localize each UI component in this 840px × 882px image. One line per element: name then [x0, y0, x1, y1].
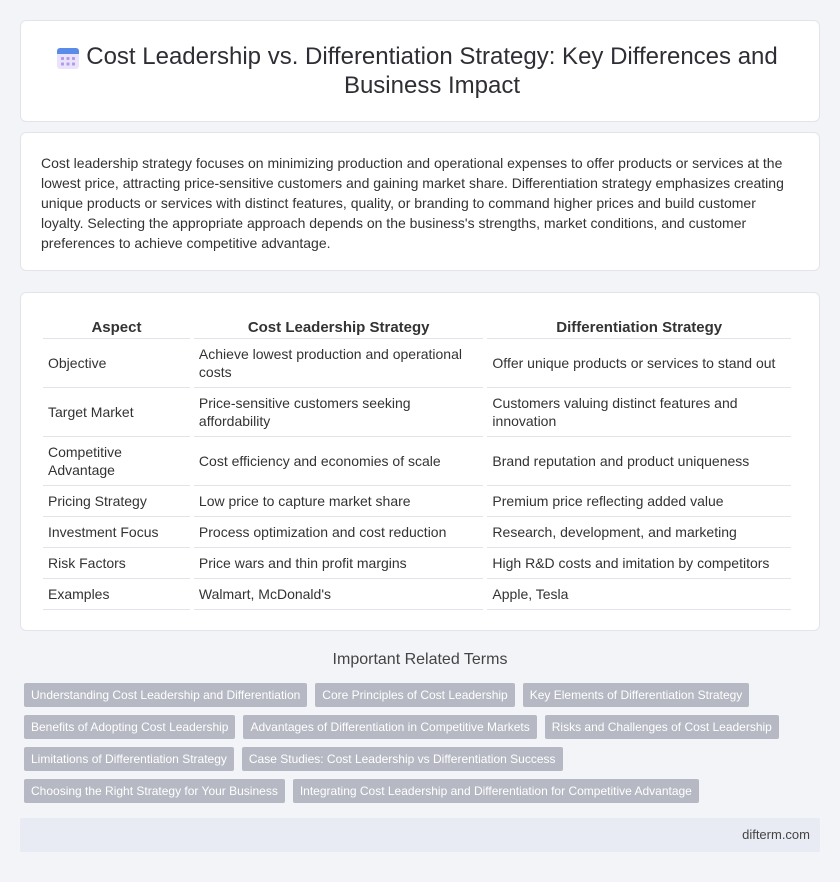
related-term-tag[interactable]: Advantages of Differentiation in Competitive Markets — [243, 715, 536, 739]
table-cell: Walmart, McDonald's — [194, 579, 484, 610]
table-cell: Competitive Advantage — [43, 437, 190, 486]
related-term-tag[interactable]: Understanding Cost Leadership and Differentiation — [24, 683, 307, 707]
table-cell: Risk Factors — [43, 548, 190, 579]
table-cell: Price-sensitive customers seeking affordability — [194, 388, 484, 437]
footer — [20, 818, 820, 852]
table-cell: Customers valuing distinct features and innovation — [487, 388, 791, 437]
related-term-tag[interactable]: Case Studies: Cost Leadership vs Differentiation Success — [242, 747, 563, 771]
table-cell: Process optimization and cost reduction — [194, 517, 484, 548]
table-row — [43, 388, 791, 437]
comparison-table-card — [20, 292, 820, 631]
related-terms-tags — [24, 683, 824, 811]
comparison-table — [39, 313, 795, 610]
table-row — [43, 437, 791, 486]
table-row — [43, 517, 791, 548]
table-row — [43, 548, 791, 579]
intro-card — [20, 132, 820, 271]
related-term-tag[interactable]: Benefits of Adopting Cost Leadership — [24, 715, 235, 739]
tag-row — [24, 715, 824, 739]
related-term-tag[interactable]: Integrating Cost Leadership and Differentiation for Competitive Advantage — [293, 779, 699, 803]
table-cell: High R&D costs and imitation by competitors — [487, 548, 791, 579]
related-term-tag[interactable]: Limitations of Differentiation Strategy — [24, 747, 234, 771]
related-term-tag[interactable]: Core Principles of Cost Leadership — [315, 683, 514, 707]
table-cell: Achieve lowest production and operational costs — [194, 339, 484, 388]
header-card — [20, 20, 820, 122]
table-cell: Offer unique products or services to stand out — [487, 339, 791, 388]
table-header-differentiation: Differentiation Strategy — [487, 313, 791, 339]
footer-site-link[interactable]: difterm.com — [742, 827, 810, 842]
table-cell: Target Market — [43, 388, 190, 437]
table-cell: Examples — [43, 579, 190, 610]
table-cell: Brand reputation and product uniqueness — [487, 437, 791, 486]
related-term-tag[interactable]: Risks and Challenges of Cost Leadership — [545, 715, 779, 739]
related-term-tag[interactable]: Choosing the Right Strategy for Your Business — [24, 779, 285, 803]
table-cell: Premium price reflecting added value — [487, 486, 791, 517]
table-row — [43, 486, 791, 517]
table-row — [43, 339, 791, 388]
table-cell: Low price to capture market share — [194, 486, 484, 517]
table-cell: Research, development, and marketing — [487, 517, 791, 548]
tag-row — [24, 779, 824, 803]
intro-text: Cost leadership strategy focuses on minimizing production and operational expenses to offer products or services at the lowest price, attracting price-sensitive customers and gaining market share. Differentiation strategy emphasizes creating unique products or services with distinct features, quality, or branding to command higher prices and build customer loyalty. Selecting the appropriate approach depends on the business's strengths, market conditions, and customer preferences to achieve competitive advantage. — [41, 155, 784, 251]
table-cell: Objective — [43, 339, 190, 388]
tag-row — [24, 747, 824, 771]
table-cell: Pricing Strategy — [43, 486, 190, 517]
table-cell: Cost efficiency and economies of scale — [194, 437, 484, 486]
title-wrap — [21, 21, 819, 121]
table-header-aspect: Aspect — [43, 313, 190, 339]
table-cell: Price wars and thin profit margins — [194, 548, 484, 579]
table-row — [43, 579, 791, 610]
tag-row — [24, 683, 824, 707]
table-header-cost-leadership: Cost Leadership Strategy — [194, 313, 484, 339]
related-terms-title: Important Related Terms — [332, 651, 508, 668]
table-cell: Investment Focus — [43, 517, 190, 548]
table-cell: Apple, Tesla — [487, 579, 791, 610]
related-term-tag[interactable]: Key Elements of Differentiation Strategy — [523, 683, 750, 707]
page-title: Cost Leadership vs. Differentiation Strategy: Key Differences and Business Impact — [86, 43, 778, 99]
